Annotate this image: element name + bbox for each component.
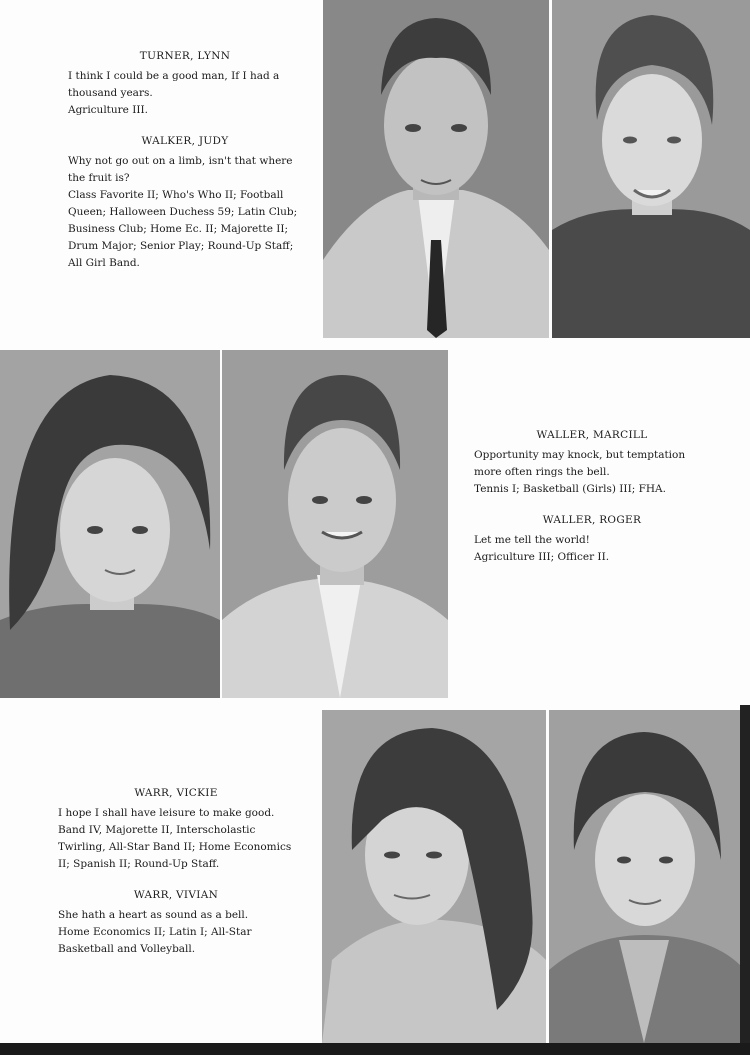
text-block-warr [58, 785, 294, 958]
student-name: WARR, VICKIE [134, 787, 218, 799]
text-block-waller [474, 427, 710, 566]
student-quote: I think I could be a good man, If I had a thousand years. [68, 70, 280, 99]
student-quote: She hath a heart as sound as a bell. [58, 909, 249, 921]
student-quote: Why not go out on a limb, isn't that where the fruit is? [68, 155, 293, 184]
portrait-photo-turner-lynn [323, 0, 549, 338]
portrait-photo-warr-vickie [322, 710, 546, 1043]
scan-edge-right [740, 705, 750, 1043]
student-activities: Band IV, Majorette II, Interscholastic Twirling, All-Star Band II; Home Economics II; Spanish II; Round-Up Staff. [58, 824, 292, 870]
text-block-turner-walker [68, 48, 302, 272]
student-name: WALKER, JUDY [141, 135, 229, 147]
student-activities: Tennis I; Basketball (Girls) III; FHA. [474, 483, 666, 495]
student-quote: Opportunity may knock, but temptation more often rings the bell. [474, 449, 686, 478]
student-activities: Agriculture III; Officer II. [474, 551, 610, 563]
student-quote: Let me tell the world! [474, 534, 590, 546]
portrait-photo-waller-roger [222, 350, 448, 698]
scan-edge-bottom [0, 1043, 750, 1055]
student-name: WALLER, ROGER [542, 514, 642, 526]
student-activities: Home Economics II; Latin I; All-Star Basketball and Volleyball. [58, 926, 252, 955]
student-activities: Class Favorite II; Who's Who II; Football Queen; Halloween Duchess 59; Latin Club; Business Club; Home Ec. II; Majorette II; Drum Major; Senior Play; Round-Up Staff; All Girl Band. [68, 189, 298, 269]
student-name: WALLER, MARCILL [536, 429, 648, 441]
student-name: TURNER, LYNN [139, 50, 231, 62]
student-quote: I hope I shall have leisure to make good. [58, 807, 275, 819]
student-activities: Agriculture III. [68, 104, 149, 116]
student-name: WARR, VIVIAN [133, 889, 219, 901]
portrait-photo-walker-judy [552, 0, 750, 338]
portrait-photo-warr-vivian [549, 710, 740, 1043]
portrait-photo-waller-marcill [0, 350, 220, 698]
